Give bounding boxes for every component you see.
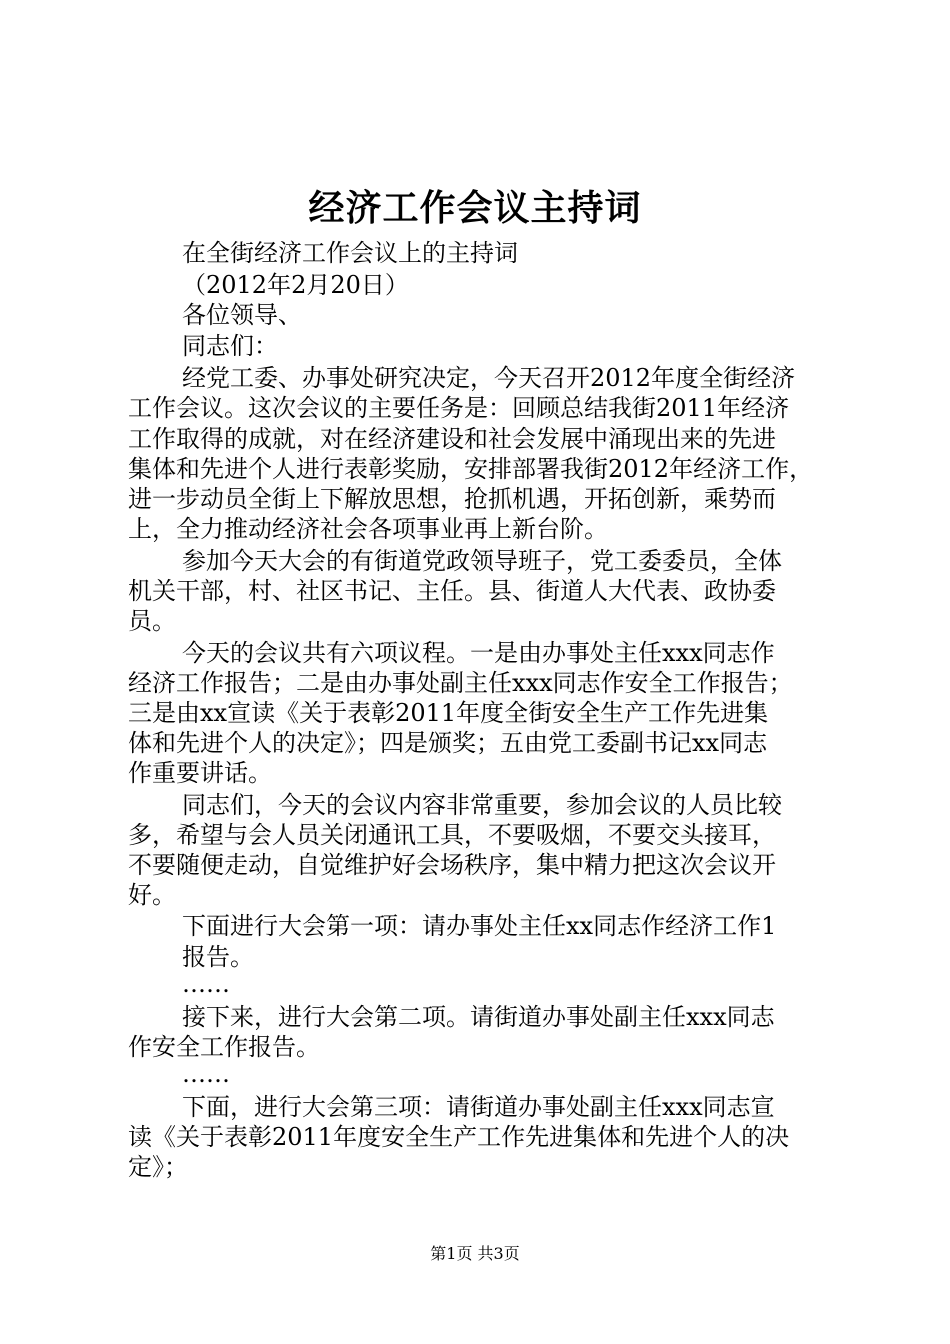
paragraph-line: 三是由xx宣读《关于表彰2011年度全街安全生产工作先进集 bbox=[128, 699, 769, 727]
paragraph-line: 作安全工作报告。 bbox=[128, 1033, 320, 1061]
paragraph-line: 报告。 bbox=[182, 943, 254, 971]
paragraph-line: 好。 bbox=[128, 881, 176, 909]
paragraph-line: 上，全力推动经济社会各项事业再上新台阶。 bbox=[128, 515, 608, 543]
paragraph-line: 读《关于表彰2011年度安全生产工作先进集体和先进个人的决 bbox=[128, 1123, 790, 1151]
paragraph-line: 定》； bbox=[128, 1153, 188, 1181]
paragraph-line: 接下来，进行大会第二项。请街道办事处副主任xxx同志 bbox=[182, 1003, 775, 1031]
date-line: （2012年2月20日） bbox=[182, 271, 409, 299]
salutation-line: 各位领导、 bbox=[182, 301, 302, 329]
paragraph-line: 机关干部，村、社区书记、主任。县、街道人大代表、政协委 bbox=[128, 577, 776, 605]
paragraph-line: 不要随便走动，自觉维护好会场秩序，集中精力把这次会议开 bbox=[128, 851, 776, 879]
salutation-line: 同志们： bbox=[182, 332, 278, 360]
page-number: 第1页 共3页 bbox=[430, 1244, 520, 1263]
paragraph-line: 下面进行大会第一项：请办事处主任xx同志作经济工作1 bbox=[182, 912, 777, 940]
ellipsis-line: …… bbox=[182, 970, 230, 998]
paragraph-line: 多，希望与会人员关闭通讯工具，不要吸烟，不要交头接耳， bbox=[128, 821, 776, 849]
paragraph-line: 今天的会议共有六项议程。一是由办事处主任xxx同志作 bbox=[182, 639, 775, 667]
paragraph-line: 体和先进个人的决定》；四是颁奖；五由党工委副书记xx同志 bbox=[128, 729, 768, 757]
ellipsis-line: …… bbox=[182, 1060, 230, 1088]
paragraph-line: 集体和先进个人进行表彰奖励，安排部署我街2012年经济工作， bbox=[128, 455, 814, 483]
subtitle-line: 在全街经济工作会议上的主持词 bbox=[182, 239, 518, 267]
paragraph-line: 经济工作报告；二是由办事处副主任xxx同志作安全工作报告； bbox=[128, 669, 793, 697]
paragraph-line: 参加今天大会的有街道党政领导班子，党工委委员，全体 bbox=[182, 547, 782, 575]
paragraph-line: 进一步动员全街上下解放思想，抢抓机遇，开拓创新，乘势而 bbox=[128, 485, 776, 513]
document-title: 经济工作会议主持词 bbox=[308, 187, 642, 229]
paragraph-line: 同志们，今天的会议内容非常重要，参加会议的人员比较 bbox=[182, 791, 782, 819]
paragraph-line: 工作取得的成就，对在经济建设和社会发展中涌现出来的先进 bbox=[128, 425, 776, 453]
paragraph-line: 工作会议。这次会议的主要任务是：回顾总结我街2011年经济 bbox=[128, 394, 790, 422]
paragraph-line: 经党工委、办事处研究决定，今天召开2012年度全街经济 bbox=[182, 364, 796, 392]
paragraph-line: 员。 bbox=[128, 607, 176, 635]
paragraph-line: 下面，进行大会第三项：请街道办事处副主任xxx同志宣 bbox=[182, 1093, 775, 1121]
paragraph-line: 作重要讲话。 bbox=[128, 759, 272, 787]
